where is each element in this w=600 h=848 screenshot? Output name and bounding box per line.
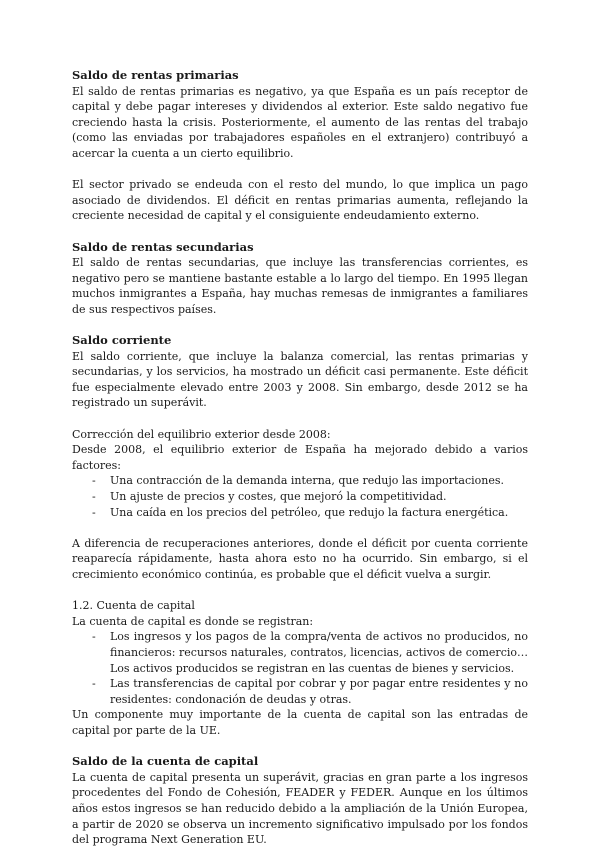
section-saldo-corriente [72, 333, 528, 411]
list-item: - Un ajuste de precios y costes, que mejoró la competitividad. [92, 489, 528, 505]
factor-list [72, 473, 528, 520]
list-item: - Una caída en los precios del petróleo, que redujo la factura energética. [92, 505, 528, 521]
section-rentas-primarias [72, 68, 528, 224]
section-saldo-capital [72, 754, 528, 848]
section-cuenta-capital [72, 598, 528, 738]
heading-rentas-secundarias: Saldo de rentas secundarias [72, 239, 254, 254]
paragraph: La cuenta de capital presenta un superávit, gracias en gran parte a los ingresos procedentes del Fondo de Cohesión, FEADER y FEDER. Aunque en los últimos años estos ingresos se han reducido debido a la ampliación de la Unión Europea, a partir de 2020 se observa un incremento significativo impulsado por los fondos del programa Next Generation EU. [72, 770, 528, 847]
list-item: - Una contracción de la demanda interna, que redujo las importaciones. [92, 473, 528, 489]
subsection-title: Corrección del equilibrio exterior desde 2008: [72, 427, 331, 441]
section-correccion [72, 427, 528, 583]
list-item: - Las transferencias de capital por cobrar y por pagar entre residentes y no residentes: condonación de deudas y otras. [92, 676, 528, 707]
capital-list [72, 629, 528, 707]
section-rentas-secundarias [72, 240, 528, 318]
paragraph: Un componente muy importante de la cuenta de capital son las entradas de capital por parte de la UE. [72, 708, 528, 737]
paragraph: La cuenta de capital es donde se registran: [72, 614, 314, 628]
paragraph: A diferencia de recuperaciones anteriores, donde el déficit por cuenta corriente reaparecía rápidamente, hasta ahora esto no ha ocurrido. Sin embargo, si el crecimiento económico continúa, es probable que el déficit vuelva a surgir. [72, 536, 528, 581]
paragraph: El saldo corriente, que incluye la balanza comercial, las rentas primarias y secundarias, y los servicios, ha mostrado un déficit casi permanente. Este déficit fue especialmente elevado entre 2003 y 2008. Sin embargo, desde 2012 se ha registrado un superávit. [72, 349, 528, 410]
paragraph: El saldo de rentas secundarias, que incluye las transferencias corrientes, es negativo pero se mantiene bastante estable a lo largo del tiempo. En 1995 llegan muchos inmigrantes a España, hay muchas remesas de inmigrantes a familiares de sus respectivos países. [72, 256, 528, 316]
heading-saldo-capital: Saldo de la cuenta de capital [72, 754, 259, 769]
paragraph: El sector privado se endeuda con el resto del mundo, lo que implica un pago asociado de dividendos. El déficit en rentas primarias aumenta, reflejando la creciente necesidad de capital y el consiguiente endeudamiento externo. [72, 178, 528, 223]
subsection-title: 1.2. Cuenta de capital [72, 599, 195, 613]
paragraph: Desde 2008, el equilibrio exterior de España ha mejorado debido a varios factores: [72, 443, 528, 472]
heading-saldo-corriente: Saldo corriente [72, 333, 172, 348]
paragraph: El saldo de rentas primarias es negativo, ya que España es un país receptor de capital y debe pagar intereses y dividendos al exterior. Este saldo negativo fue creciendo hasta la crisis. Posteriormente, el aumento de las rentas del trabajo (como las enviadas por trabajadores españoles en el extranjero) contribuyó a acercar la cuenta a un cierto equilibrio. [72, 84, 528, 160]
heading-rentas-primarias: Saldo de rentas primarias [72, 68, 239, 82]
list-item: - Los ingresos y los pagos de la compra/venta de activos no producidos, no financieros: recursos naturales, contratos, licencias, activos de comercio… Los activos producidos se registran en las cuentas de bienes y servicios. [92, 629, 528, 676]
